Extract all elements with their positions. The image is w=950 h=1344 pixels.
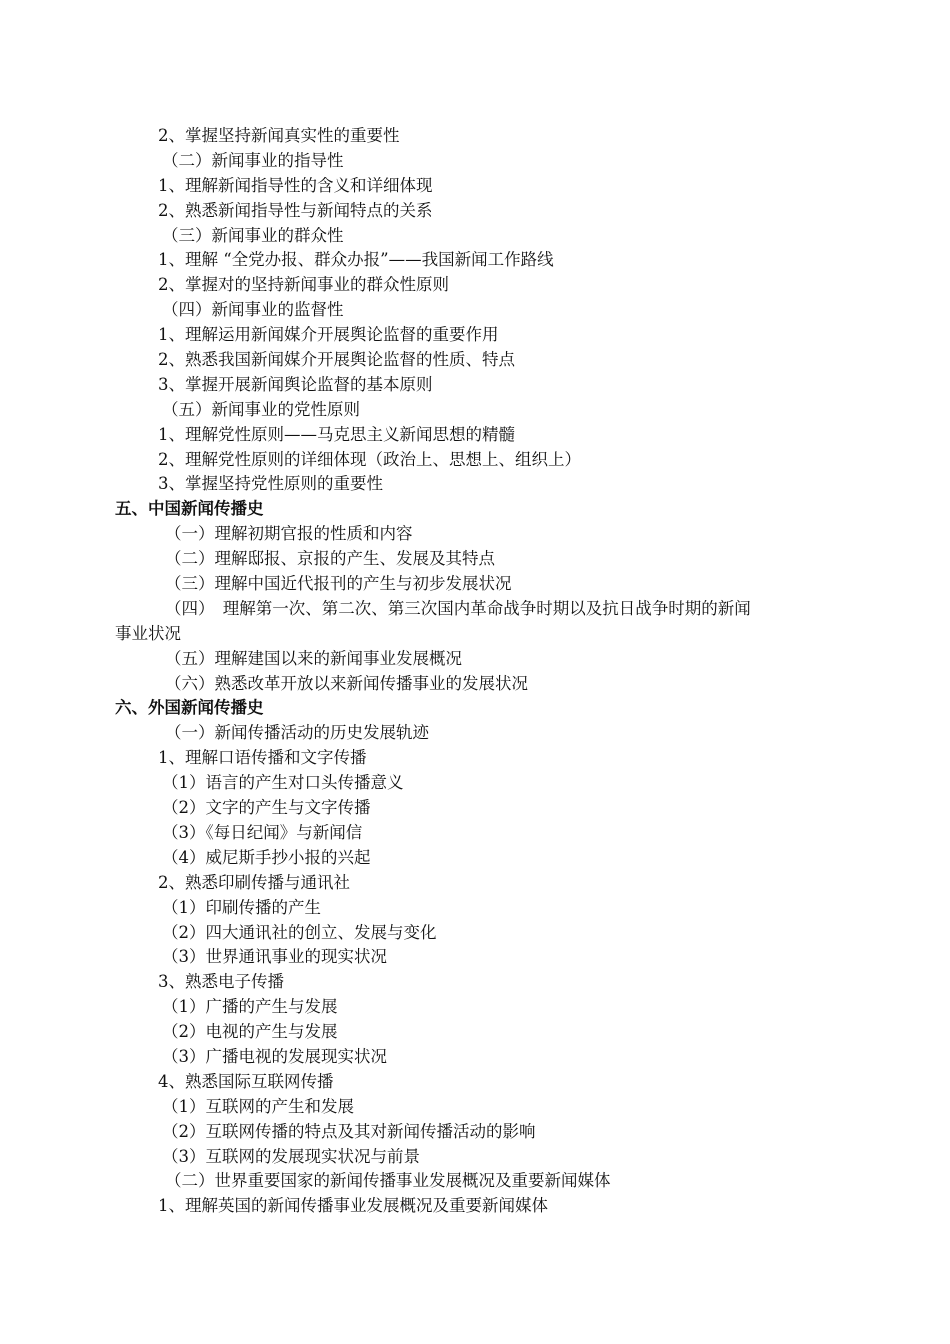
- outline-line: （三）理解中国近代报刊的产生与初步发展状况: [165, 574, 512, 594]
- outline-line: 2、熟悉印刷传播与通讯社: [158, 872, 350, 892]
- outline-line: 3、熟悉电子传播: [158, 972, 284, 992]
- section-heading: 五、中国新闻传播史: [115, 499, 264, 519]
- outline-line: 2、熟悉新闻指导性与新闻特点的关系: [158, 200, 433, 220]
- outline-line: （2）电视的产生与发展: [162, 1022, 338, 1042]
- outline-line: （3）互联网的发展现实状况与前景: [162, 1146, 420, 1166]
- outline-line: 1、理解运用新闻媒介开展舆论监督的重要作用: [158, 325, 499, 345]
- outline-line: （二）新闻事业的指导性: [162, 150, 344, 170]
- outline-line: 3、掌握开展新闻舆论监督的基本原则: [158, 374, 433, 394]
- outline-line: 1、理解英国的新闻传播事业发展概况及重要新闻媒体: [158, 1196, 548, 1216]
- outline-line: （五）新闻事业的党性原则: [162, 399, 360, 419]
- outline-line: （三）新闻事业的群众性: [162, 225, 344, 245]
- outline-line: 1、理解新闻指导性的含义和详细体现: [158, 175, 433, 195]
- outline-line: （二）理解邸报、京报的产生、发展及其特点: [165, 549, 495, 569]
- outline-line: 2、掌握坚持新闻真实性的重要性: [158, 126, 400, 145]
- outline-line: （四）新闻事业的监督性: [162, 300, 344, 320]
- outline-line: 2、掌握对的坚持新闻事业的群众性原则: [158, 275, 449, 295]
- document-page: [0, 124, 950, 1219]
- outline-line: 事业状况: [115, 623, 181, 643]
- outline-line: （3）广播电视的发展现实状况: [162, 1046, 387, 1066]
- section-heading: 六、外国新闻传播史: [115, 698, 264, 718]
- outline-line: 3、掌握坚持党性原则的重要性: [158, 474, 383, 494]
- outline-line: （五）理解建国以来的新闻事业发展概况: [165, 648, 462, 668]
- outline-line: 1、理解 “全党办报、群众办报”——我国新闻工作路线: [158, 250, 554, 270]
- outline-line: （一）理解初期官报的性质和内容: [165, 524, 413, 544]
- outline-line: 1、理解党性原则——马克思主义新闻思想的精髓: [158, 424, 515, 444]
- outline-line: （3）《每日纪闻》与新闻信: [162, 822, 363, 842]
- outline-line: （1）互联网的产生和发展: [162, 1096, 354, 1116]
- outline-line: （1）广播的产生与发展: [162, 997, 338, 1017]
- outline-line: （四） 理解第一次、第二次、第三次国内革命战争时期以及抗日战争时期的新闻: [165, 598, 751, 618]
- outline-line: 4、熟悉国际互联网传播: [158, 1071, 334, 1091]
- outline-line: （2）互联网传播的特点及其对新闻传播活动的影响: [162, 1121, 536, 1141]
- outline-line: （六）熟悉改革开放以来新闻传播事业的发展状况: [165, 673, 528, 693]
- outline-line: （2）四大通讯社的创立、发展与变化: [162, 922, 437, 942]
- outline-line: （1）印刷传播的产生: [162, 897, 321, 917]
- outline-line: （1）语言的产生对口头传播意义: [162, 773, 404, 793]
- outline-line: （二）世界重要国家的新闻传播事业发展概况及重要新闻媒体: [165, 1171, 611, 1191]
- outline-line: 2、理解党性原则的详细体现（政治上、思想上、组织上）: [158, 449, 581, 469]
- outline-line: 2、熟悉我国新闻媒介开展舆论监督的性质、特点: [158, 350, 515, 370]
- outline-line: （4）威尼斯手抄小报的兴起: [162, 847, 371, 867]
- outline-line: 1、理解口语传播和文字传播: [158, 748, 367, 768]
- outline-line: （2）文字的产生与文字传播: [162, 798, 371, 818]
- outline-line: （3）世界通讯事业的现实状况: [162, 947, 387, 967]
- outline-line: （一）新闻传播活动的历史发展轨迹: [165, 723, 429, 743]
